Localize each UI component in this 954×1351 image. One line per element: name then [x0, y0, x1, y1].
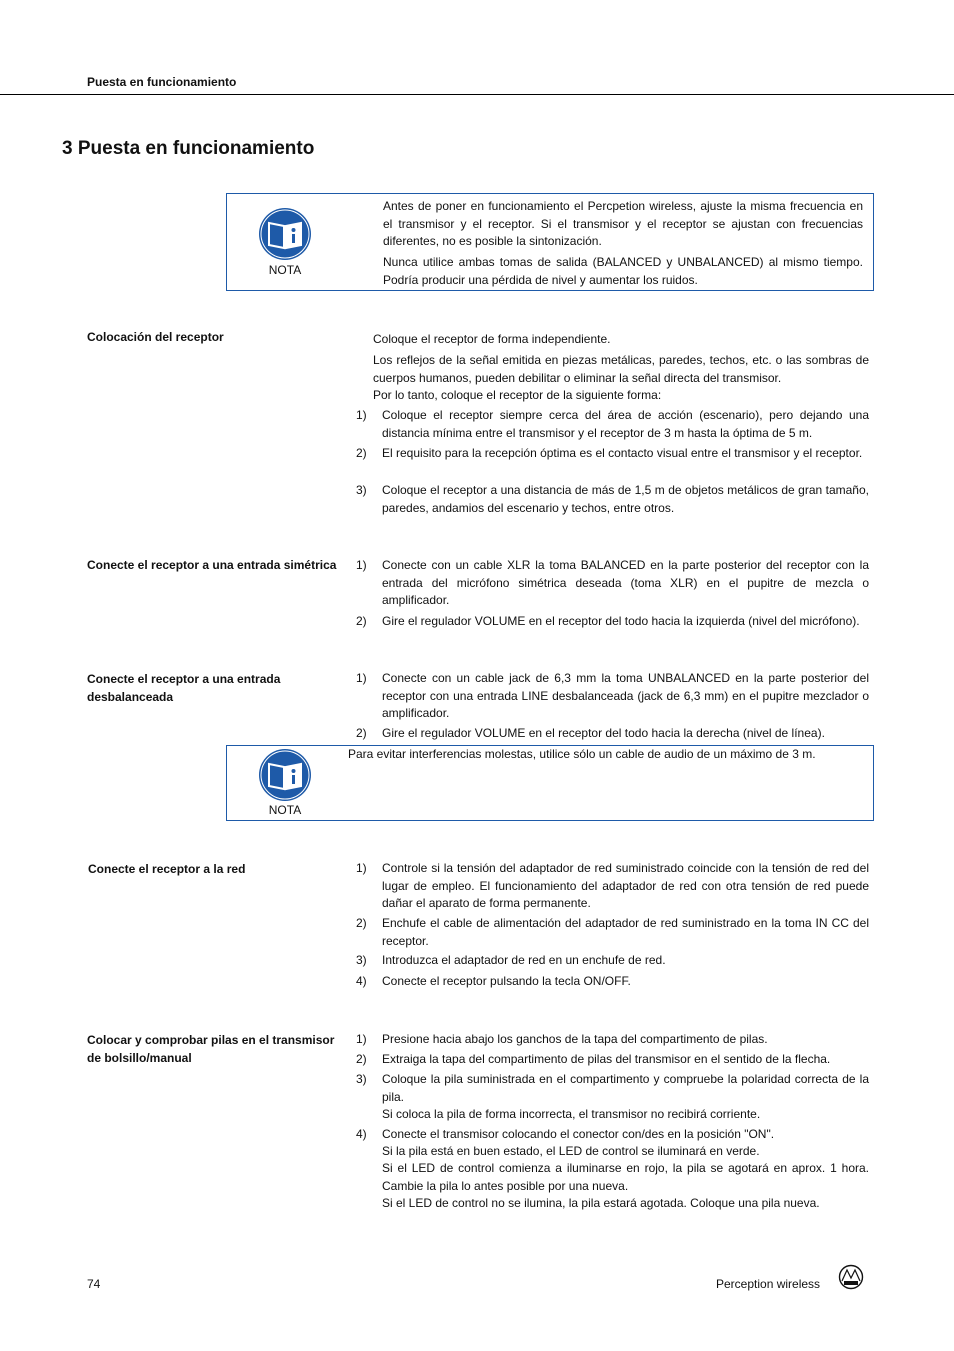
list-item [356, 1051, 869, 1069]
header-rule [0, 94, 954, 95]
list-item [356, 613, 869, 631]
akg-logo [837, 1264, 865, 1290]
note-paragraph-1: Antes de poner en funcionamiento el Percpetion wireless, ajuste la misma frecuencia en el transmisor y el receptor. Si el transmisor y el receptor se ajustan con frecuencias diferentes, no es posible la sintonización. [383, 199, 863, 248]
paragraph: Coloque el receptor de forma independiente. [373, 332, 611, 346]
list-note: Si el LED de control no se ilumina, la pila estará agotada. Coloque una pila nueva. [382, 1196, 820, 1210]
list-item [356, 557, 869, 611]
note-box-2 [226, 745, 874, 821]
list-item [356, 445, 869, 481]
section-heading-power: Conecte el receptor a la red [88, 862, 246, 876]
list-note: Si coloca la pila de forma incorrecta, el transmisor no recibirá corriente. [382, 1107, 761, 1121]
section-heading-batteries: Colocar y comprobar pilas en el transmisor de bolsillo/manual [87, 1033, 335, 1065]
list-item [356, 407, 869, 443]
section-heading-unbalanced-input: Conecte el receptor a una entrada desbalanceada [87, 672, 281, 704]
list-note: Si el LED de control comienza a iluminarse en rojo, la pila se agotará en aprox. 1 hora. Cambie la pila lo antes posible por una nueva. [382, 1161, 869, 1193]
list-item [356, 725, 869, 743]
list-number: 1) [356, 861, 367, 875]
list-text: Gire el regulador VOLUME en el receptor del todo hacia la derecha (nivel de línea). [382, 726, 825, 740]
list-item [356, 973, 869, 991]
section-heading-receiver-placement: Colocación del receptor [87, 330, 224, 344]
paragraph: Los reflejos de la señal emitida en piezas metálicas, paredes, techos, etc. o las sombras de cuerpos humanos, pueden debilitar o eliminar la señal directa del transmisor. [373, 353, 869, 385]
chapter-title: 3 Puesta en funcionamiento [62, 138, 315, 159]
list-number: 1) [356, 1032, 367, 1046]
list-number: 2) [356, 446, 367, 460]
list-text: Conecte con un cable jack de 6,3 mm la toma UNBALANCED en la parte posterior del receptor con una entrada LINE desbalanceada (jack de 6,3 mm) en el pupitre mezclador o amplificador. [382, 671, 869, 720]
list-text: Conecte con un cable XLR la toma BALANCED en la parte posterior del receptor con la entrada del micrófono simétrica deseada (toma XLR) en el pupitre de mezcla o amplificador. [382, 558, 869, 607]
list-text: Extraiga la tapa del compartimento de pilas del transmisor en el sentido de la flecha. [382, 1052, 831, 1066]
info-book-icon [258, 748, 312, 802]
list-text: Coloque la pila suministrada en el compartimento y compruebe la polaridad correcta de la pila. [382, 1072, 869, 1104]
list-text: Introduzca el adaptador de red en un enchufe de red. [382, 953, 666, 967]
list-note: Si la pila está en buen estado, el LED de control se iluminará en verde. [382, 1144, 760, 1158]
note-paragraph: Para evitar interferencias molestas, utilice sólo un cable de audio de un máximo de 3 m. [348, 747, 816, 761]
list-number: 4) [356, 1127, 367, 1141]
list-text: Conecte el receptor pulsando la tecla ON/OFF. [382, 974, 631, 988]
section-heading-balanced-input: Conecte el receptor a una entrada simétrica [87, 558, 337, 572]
list-number: 2) [356, 726, 367, 740]
list-number: 2) [356, 916, 367, 930]
list-text: Coloque el receptor siempre cerca del área de acción (escenario), pero dejando una distancia mínima entre el transmisor y el receptor de 3 m hasta la óptima de 5 m. [382, 408, 869, 440]
list-item [356, 482, 869, 518]
list-text: Enchufe el cable de alimentación del adaptador de red suministrado en la toma IN CC del receptor. [382, 916, 869, 948]
list-number: 1) [356, 558, 367, 572]
list-text: Gire el regulador VOLUME en el receptor del todo hacia la izquierda (nivel del micrófono). [382, 614, 860, 628]
list-number: 2) [356, 614, 367, 628]
list-text: El requisito para la recepción óptima es el contacto visual entre el transmisor y el receptor. [382, 446, 863, 460]
list-text: Coloque el receptor a una distancia de más de 1,5 m de objetos metálicos de gran tamaño, paredes, andamios del escenario y techos, entre otros. [382, 483, 869, 515]
note-paragraph-2: Nunca utilice ambas tomas de salida (BALANCED y UNBALANCED) al mismo tiempo. Podría producir una pérdida de nivel y aumentar los ruidos. [383, 255, 863, 287]
list-number: 3) [356, 483, 367, 497]
note-label: NOTA [268, 263, 302, 277]
list-text: Controle si la tensión del adaptador de red suministrado coincide con la tensión de red del lugar de empleo. El funcionamiento del adaptador de red con otra tensión de red puede dañar el aparato de forma permanente. [382, 861, 869, 910]
list-number: 4) [356, 974, 367, 988]
running-header: Puesta en funcionamiento [87, 75, 237, 89]
info-book-icon [258, 207, 312, 261]
list-item [356, 1031, 869, 1049]
paragraph: Por lo tanto, coloque el receptor de la siguiente forma: [373, 388, 662, 402]
list-number: 3) [356, 1072, 367, 1086]
list-number: 1) [356, 408, 367, 422]
list-number: 3) [356, 953, 367, 967]
list-text: Conecte el transmisor colocando el conector con/des en la posición "ON". [382, 1127, 775, 1141]
note-label: NOTA [268, 803, 302, 817]
list-number: 1) [356, 671, 367, 685]
list-item [356, 1126, 869, 1216]
list-item [356, 915, 869, 951]
list-item [356, 860, 869, 914]
footer-title: Perception wireless [716, 1277, 821, 1291]
list-item [356, 670, 869, 724]
list-text: Presione hacia abajo los ganchos de la tapa del compartimento de pilas. [382, 1032, 768, 1046]
list-number: 2) [356, 1052, 367, 1066]
list-item [356, 1071, 869, 1125]
list-item [356, 952, 869, 970]
page-number: 74 [87, 1277, 101, 1291]
note-box-1 [226, 193, 874, 291]
